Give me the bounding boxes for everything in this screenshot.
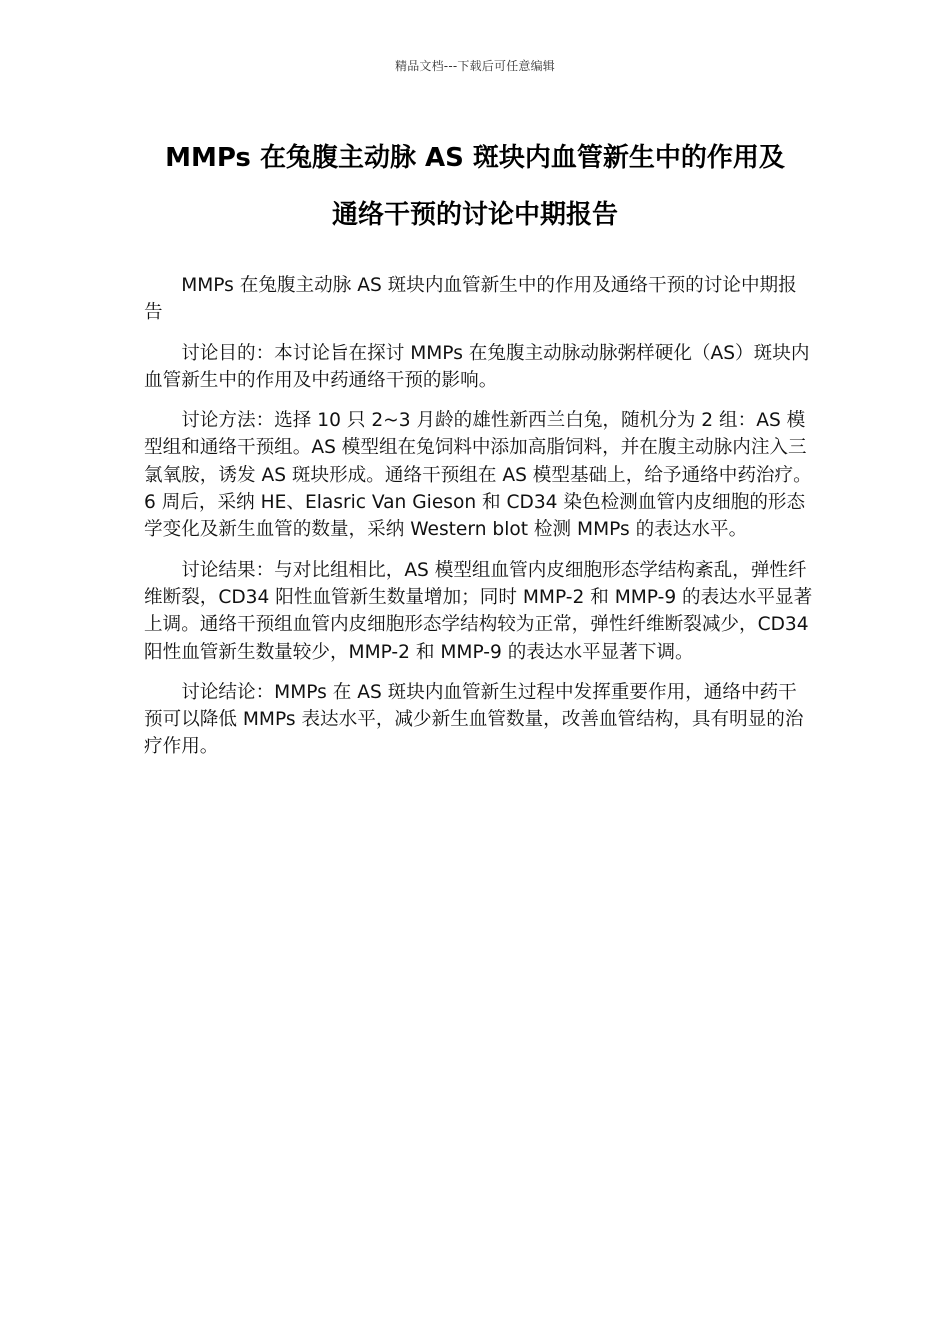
paragraph-results: 讨论结果：与对比组相比，AS 模型组血管内皮细胞形态学结构紊乱，弹性纤维断裂，CD34 阳性血管新生数量增加；同时 MMP-2 和 MMP-9 的表达水平显著上调。通络干预组血管内皮细胞形态学结构较为正常，弹性纤维断裂减少，CD34 阳性血管新生数量较少，MMP-2 和 MMP-9 的表达水平显著下调。 <box>144 559 813 663</box>
paragraph-conclusion: 讨论结论：MMPs 在 AS 斑块内血管新生过程中发挥重要作用，通络中药干预可以降低 MMPs 表达水平，减少新生血管数量，改善血管结构，具有明显的治疗作用。 <box>144 681 804 758</box>
document-title <box>118 130 832 244</box>
paragraph-methods: 讨论方法：选择 10 只 2~3 月龄的雄性新西兰白兔，随机分为 2 组：AS 模型组和通络干预组。AS 模型组在兔饲料中添加高脂饲料，并在腹主动脉内注入三氯氧胺，诱发 AS 斑块形成。通络干预组在 AS 模型基础上，给予通络中药治疗。6 周后，采纳 HE、Elasric Van Gieson 和 CD34 染色检测血管内皮细胞的形态学变化及新生血管的数量，采纳 Western blot 检测 MMPs 的表达水平。 <box>144 410 812 541</box>
document-body <box>144 272 814 774</box>
title-line-1: MMPs 在兔腹主动脉 AS 斑块内血管新生中的作用及 <box>165 143 785 173</box>
title-line-2: 通络干预的讨论中期报告 <box>331 200 618 230</box>
paragraph-objective: 讨论目的：本讨论旨在探讨 MMPs 在兔腹主动脉动脉粥样硬化（AS）斑块内血管新生中的作用及中药通络干预的影响。 <box>144 342 810 391</box>
page-header-note: 精品文档---下载后可任意编辑 <box>395 59 555 73</box>
paragraph-intro: MMPs 在兔腹主动脉 AS 斑块内血管新生中的作用及通络干预的讨论中期报告 <box>144 275 797 324</box>
